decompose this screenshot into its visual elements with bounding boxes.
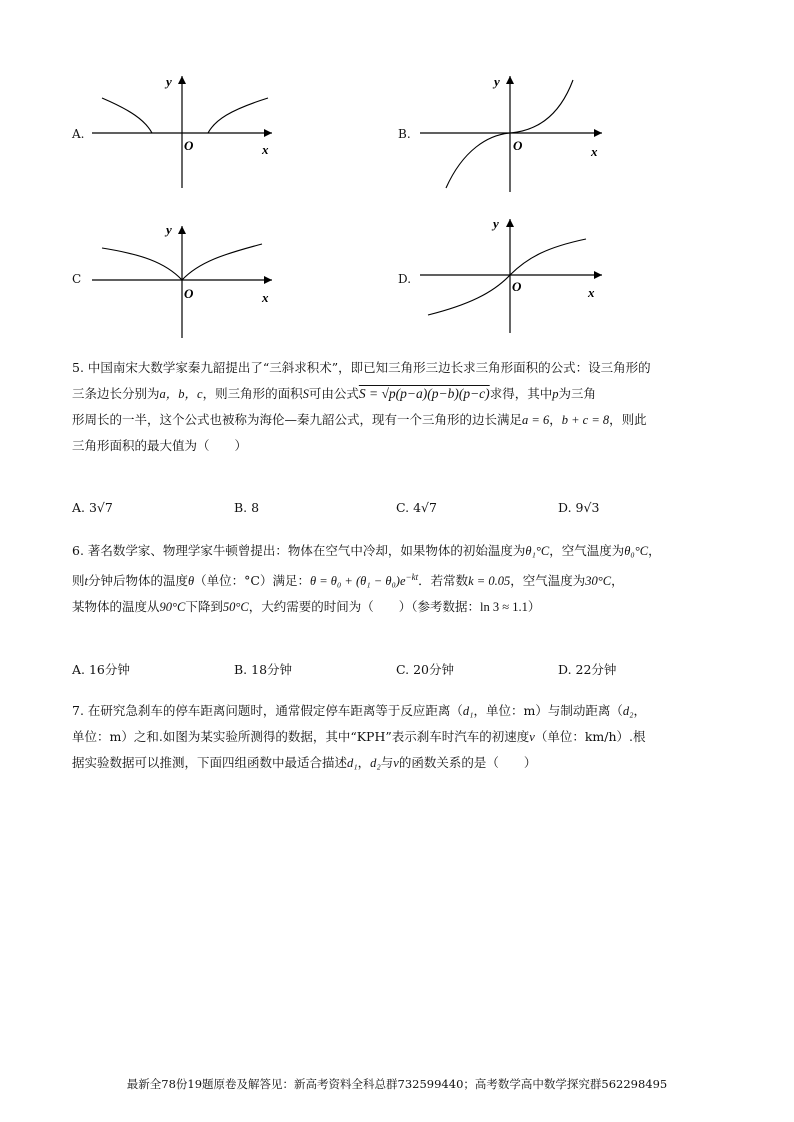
q5-line3-b: ，则此 — [609, 412, 647, 427]
q6-line3 — [72, 594, 722, 620]
q5-cond1: a = 6 — [522, 413, 550, 427]
q7-vb: v — [393, 756, 399, 770]
q5-s: S — [302, 387, 309, 401]
q6-line1-c: ， — [648, 543, 661, 558]
q5-line3 — [72, 407, 722, 433]
q5-p: p — [552, 387, 559, 401]
q6-choice-a: A. 16分钟 — [72, 662, 130, 677]
graph-c-y-label: y — [166, 222, 172, 237]
q5-line2-e: 为三角 — [558, 386, 596, 401]
q5-vars: a，b，c — [159, 387, 203, 401]
q6-choice-b: B. 18分钟 — [234, 662, 293, 677]
q7-d1b: d₁ — [347, 756, 358, 770]
q5-line2-d: 求得，其中 — [489, 386, 553, 401]
q6-line1-b: ，空气温度为 — [549, 543, 625, 558]
q6-line2-f: ， — [611, 573, 624, 589]
q5-choices — [72, 500, 732, 522]
q6-line2-d: ．若常数 — [418, 573, 469, 589]
q6-line3-d: ） — [527, 599, 541, 615]
question-6 — [72, 538, 722, 620]
q6-air: 30°C — [585, 574, 612, 589]
graph-b-o-label: O — [513, 138, 523, 153]
q7-line2 — [72, 724, 722, 750]
q7-d2b: d₂ — [370, 756, 381, 770]
graph-d-o-label: O — [512, 279, 522, 294]
q6-line3-c: ，大约需要的时间为（ ）（参考数据： — [248, 599, 480, 615]
q5-line1: 5. 中国南宋大数学家秦九韶提出了“三斜求积术”，即已知三角形三边长求三角形面积的公式：设三角形的 — [72, 360, 651, 375]
graph-c-x-label: x — [262, 290, 269, 305]
q6-line1-a: 6. 著名数学家、物理学家牛顿曾提出：物体在空气中冷却，如果物体的初始温度为 — [72, 543, 526, 558]
q6-line2 — [72, 564, 722, 594]
q5-choice-a: A. 3√7 — [72, 500, 113, 515]
q6-to: 50°C — [222, 600, 249, 615]
q5-line2-a: 三条边长分别为 — [72, 386, 160, 401]
graph-c-label: C — [72, 272, 82, 286]
q5-line2 — [72, 381, 722, 407]
q7-v: v — [529, 730, 535, 744]
q6-ref: ln 3 ≈ 1.1 — [479, 600, 528, 615]
q7-line3-b: ， — [357, 755, 371, 770]
graph-a-o-label: O — [184, 138, 194, 153]
q7-line1-b: ，单位：m）与制动距离（ — [473, 703, 623, 718]
q6-from: 90°C — [159, 600, 186, 615]
q7-d1: d₁ — [462, 704, 474, 718]
q6-formula-exp: −kt — [405, 572, 419, 582]
graph-d-icon — [418, 215, 618, 335]
footer-note: 最新全78份19题原卷及解答见：新高考资料全科总群732599440；高考数学高中数学探究群562298495 — [126, 1077, 668, 1091]
graph-a-icon — [90, 70, 290, 190]
q6-line2-c: （单位：°C）满足： — [194, 573, 310, 589]
graph-b-y-label: y — [494, 74, 500, 89]
q6-formula: θ = θ₀ + (θ₁ − θ₀)e — [309, 574, 406, 589]
q7-line1-c: ， — [633, 703, 646, 718]
q6-t: t — [84, 574, 88, 589]
q7-line3 — [72, 750, 722, 776]
q5-line4: 三角形面积的最大值为（ ） — [72, 438, 248, 453]
q7-line3-d: 的函数关系的是（ ） — [398, 755, 537, 770]
q5-formula: S = √p(p−a)(p−b)(p−c) — [358, 386, 490, 401]
graph-a-x-label: x — [262, 142, 269, 157]
q7-line3-a: 据实验数据可以推测，下面四组函数中最适合描述 — [72, 755, 348, 770]
q6-choices — [72, 660, 732, 682]
q5-choice-c: C. 4√7 — [396, 500, 437, 515]
graph-b-label: B. — [398, 127, 411, 141]
question-5 — [72, 355, 722, 459]
q7-line1-a: 7. 在研究急刹车的停车距离问题时，通常假定停车距离等于反应距离（ — [72, 703, 463, 718]
q6-line3-b: 下降到 — [185, 599, 223, 615]
graph-c-icon — [90, 220, 290, 340]
graph-c-o-label: O — [184, 286, 194, 301]
q5-cond2: b + c = 8 — [561, 413, 610, 427]
q5-line2-b: ，则三角形的面积 — [202, 386, 303, 401]
q6-choice-d: D. 22分钟 — [558, 662, 617, 677]
question-7 — [72, 698, 722, 776]
q5-choice-d: D. 9√3 — [558, 500, 600, 515]
q6-theta: θ — [188, 574, 195, 589]
q6-line3-a: 某物体的温度从 — [72, 599, 160, 615]
q5-sep: ， — [549, 412, 562, 427]
q6-theta0: θ₀°C — [624, 544, 649, 558]
q6-line2-b: 分钟后物体的温度 — [88, 573, 189, 589]
graph-d-label: D. — [398, 272, 412, 286]
q7-line3-c: 与 — [380, 755, 394, 770]
q7-line2-b: （单位：km/h）.根 — [534, 729, 646, 744]
q7-d2: d₂ — [622, 704, 634, 718]
q5-choice-b: B. 8 — [234, 500, 260, 515]
graph-b-x-label: x — [591, 144, 598, 159]
q5-line2-c: 可由公式 — [308, 386, 359, 401]
q6-k: k = 0.05 — [468, 574, 511, 589]
graph-a-label: A. — [72, 127, 85, 141]
q5-line3-a: 形周长的一半，这个公式也被称为海伦—秦九韶公式，现有一个三角形的边长满足 — [72, 412, 523, 427]
q6-theta1: θ₁°C — [525, 544, 550, 558]
graph-d-x-label: x — [588, 285, 595, 300]
q6-choice-c: C. 20分钟 — [396, 662, 454, 677]
q7-line1 — [72, 698, 722, 724]
graph-a-y-label: y — [166, 74, 172, 89]
q6-line2-e: ，空气温度为 — [510, 573, 586, 589]
q7-line2-a: 单位：m）之和.如图为某实验所测得的数据，其中“KPH”表示刹车时汽车的初速度 — [72, 729, 530, 744]
q6-line1 — [72, 538, 722, 564]
graph-b-icon — [418, 70, 618, 195]
graph-d-y-label: y — [493, 216, 499, 231]
q6-line2-a: 则 — [72, 573, 85, 589]
